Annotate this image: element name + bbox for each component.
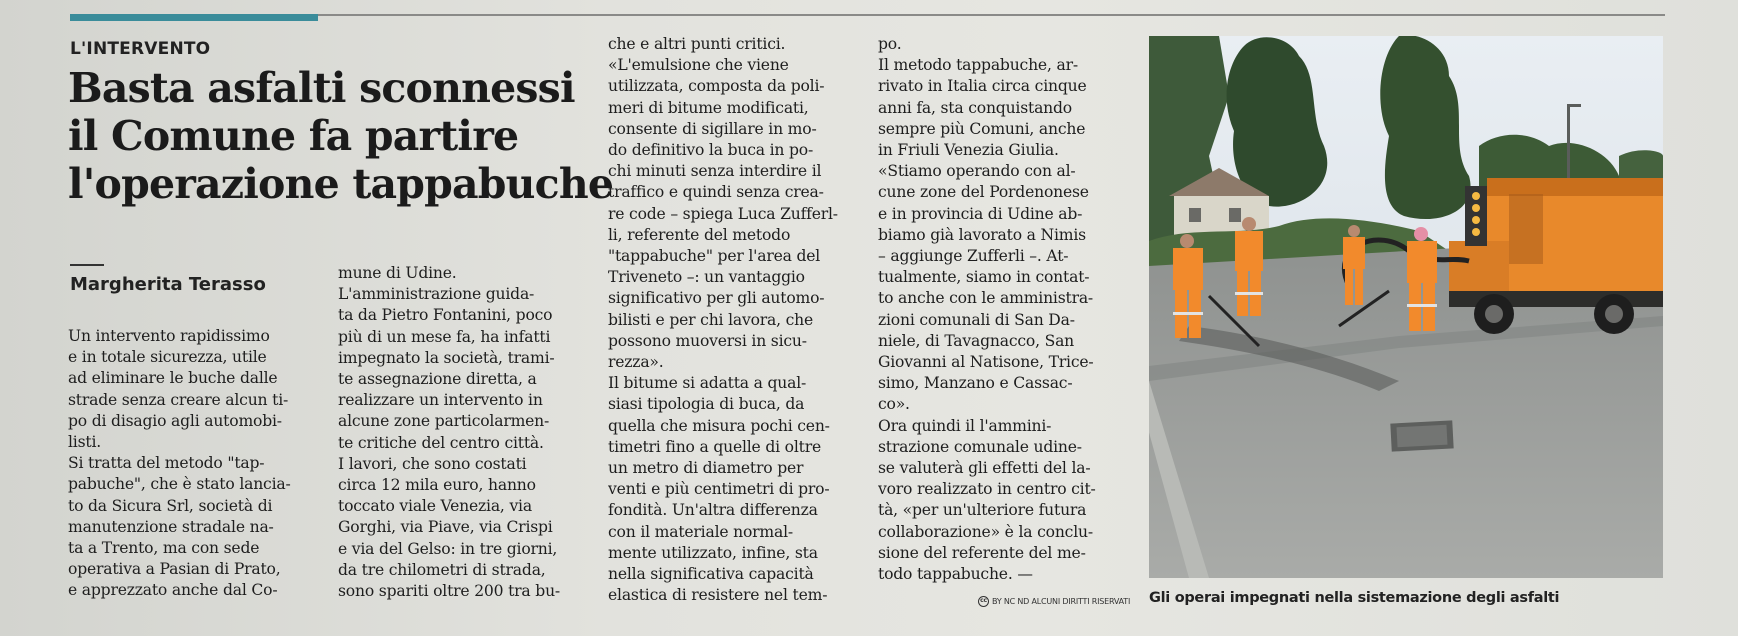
text-line: ad eliminare le buche dalle — [68, 369, 278, 388]
creative-commons-icon: cc — [978, 596, 989, 607]
text-line: "tappabuche" per l'area del — [608, 247, 821, 266]
headline-line: l'operazione tappabuche — [68, 160, 614, 208]
text-column-4 — [878, 34, 1128, 585]
text-line: Il metodo tappabuche, ar- — [878, 56, 1078, 75]
headline-line: il Comune fa partire — [68, 112, 519, 160]
text-line: mune di Udine. — [338, 264, 457, 282]
text-line: venti e più centimetri di pro- — [608, 480, 830, 499]
text-column-2 — [338, 263, 588, 602]
text-line: Gorghi, via Piave, via Crispi — [338, 518, 553, 537]
text-line: con il materiale normal- — [608, 522, 793, 541]
text-line: li, referente del metodo — [608, 225, 791, 244]
text-line: chi minuti senza interdire il — [608, 162, 822, 181]
headline-line: Basta asfalti sconnessi — [68, 64, 575, 112]
text-line: toccato viale Venezia, via — [338, 497, 532, 516]
text-line: to anche con le amministra- — [878, 289, 1093, 308]
text-line: collaborazione» è la conclu- — [878, 522, 1093, 541]
text-column-1 — [68, 326, 318, 602]
text-line: un metro di diametro per — [608, 459, 804, 478]
text-line: realizzare un intervento in — [338, 391, 543, 410]
text-line: «L'emulsione che viene — [608, 56, 789, 75]
text-line: voro realizzato in centro cit- — [878, 480, 1096, 499]
text-line: da tre chilometri di strada, — [338, 560, 546, 579]
text-line: sempre più Comuni, anche — [878, 119, 1086, 138]
text-line: meri di bitume modificati, — [608, 98, 809, 117]
text-line: mente utilizzato, infine, sta — [608, 543, 818, 562]
article-photo — [1149, 36, 1663, 578]
text-line: po di disagio agli automobi- — [68, 411, 282, 430]
text-line: impegnato la società, trami- — [338, 348, 555, 367]
text-line: I lavori, che sono costati — [338, 454, 527, 473]
text-line: utilizzata, composta da poli- — [608, 77, 825, 96]
text-line: operativa a Pasian di Prato, — [68, 560, 281, 579]
text-line: todo tappabuche. — — [878, 565, 1033, 584]
text-line: e in provincia di Udine ab- — [878, 204, 1083, 223]
text-line: consente di sigillare in mo- — [608, 119, 817, 138]
text-line: – aggiunge Zufferli –. At- — [878, 247, 1069, 266]
text-line: significativo per gli automo- — [608, 289, 825, 308]
text-line: siasi tipologia di buca, da — [608, 395, 805, 414]
text-line: Triveneto –: un vantaggio — [608, 268, 805, 287]
text-line: niele, di Tavagnacco, San — [878, 331, 1075, 350]
section-kicker: L'INTERVENTO — [70, 39, 211, 59]
text-line: ta a Trento, ma con sede — [68, 539, 260, 558]
license-note — [978, 596, 1130, 607]
text-line: bilisti e per chi lavora, che — [608, 310, 814, 329]
text-line: Il bitume si adatta a qual- — [608, 374, 807, 393]
text-line: strazione comunale udine- — [878, 437, 1082, 456]
text-line: ta da Pietro Fontanini, poco — [338, 306, 553, 325]
text-line: più di un mese fa, ha infatti — [338, 327, 551, 346]
text-line: quella che misura pochi cen- — [608, 416, 830, 435]
text-line: do definitivo la buca in po- — [608, 141, 814, 160]
text-line: tà, «per un'ulteriore futura — [878, 501, 1087, 520]
text-line: rivato in Italia circa cinque — [878, 77, 1087, 96]
text-line: «Stiamo operando con al- — [878, 162, 1076, 181]
photo-caption: Gli operai impegnati nella sistemazione degli asfalti — [1149, 590, 1560, 606]
text-line: elastica di resistere nel tem- — [608, 586, 828, 605]
license-text: BY NC ND ALCUNI DIRITTI RISERVATI — [992, 597, 1131, 606]
text-line: simo, Manzano e Cassac- — [878, 374, 1073, 393]
text-line: rezza». — [608, 353, 664, 372]
text-line: anni fa, sta conquistando — [878, 98, 1072, 117]
text-line: Giovanni al Natisone, Trice- — [878, 353, 1094, 372]
text-line: manutenzione stradale na- — [68, 517, 274, 536]
text-line: cune zone del Pordenonese — [878, 183, 1089, 202]
text-line: alcune zone particolarmen- — [338, 412, 550, 431]
text-line: te assegnazione diretta, a — [338, 370, 537, 389]
text-line: listi. — [68, 433, 101, 452]
text-line: zioni comunali di San Da- — [878, 310, 1075, 329]
text-column-3 — [608, 34, 858, 606]
text-line: L'amministrazione guida- — [338, 285, 535, 304]
text-line: Un intervento rapidissimo — [68, 327, 270, 345]
text-line: co». — [878, 395, 910, 414]
text-line: e via del Gelso: in tre giorni, — [338, 539, 558, 558]
text-line: to da Sicura Srl, società di — [68, 496, 273, 515]
headline — [68, 64, 614, 208]
text-line: e apprezzato anche dal Co- — [68, 581, 278, 600]
text-line: possono muoversi in sicu- — [608, 331, 807, 350]
text-line: strade senza creare alcun ti- — [68, 390, 289, 409]
text-line: nella significativa capacità — [608, 565, 814, 584]
text-line: te critiche del centro città. — [338, 433, 544, 452]
text-line: Si tratta del metodo "tap- — [68, 454, 265, 473]
text-line: po. — [878, 35, 902, 53]
text-line: re code – spiega Luca Zufferl- — [608, 204, 838, 223]
byline: Margherita Terasso — [70, 274, 266, 295]
text-line: timetri fino a quelle di oltre — [608, 437, 821, 456]
text-line: Ora quindi il l'ammini- — [878, 416, 1052, 435]
text-line: sione del referente del me- — [878, 543, 1086, 562]
text-line: in Friuli Venezia Giulia. — [878, 141, 1059, 160]
text-line: se valuterà gli effetti del la- — [878, 459, 1091, 478]
text-line: e in totale sicurezza, utile — [68, 348, 267, 367]
text-line: sono spariti oltre 200 tra bu- — [338, 582, 560, 601]
text-line: traffico e quindi senza crea- — [608, 183, 824, 202]
text-line: tualmente, siamo in contat- — [878, 268, 1090, 287]
byline-rule — [70, 264, 104, 266]
text-line: pabuche", che è stato lancia- — [68, 475, 291, 494]
text-line: fondità. Un'altra differenza — [608, 501, 818, 520]
text-line: biamo già lavorato a Nimis — [878, 225, 1086, 244]
text-line: circa 12 mila euro, hanno — [338, 476, 536, 495]
section-accent-bar — [70, 14, 318, 21]
text-line: che e altri punti critici. — [608, 35, 786, 53]
